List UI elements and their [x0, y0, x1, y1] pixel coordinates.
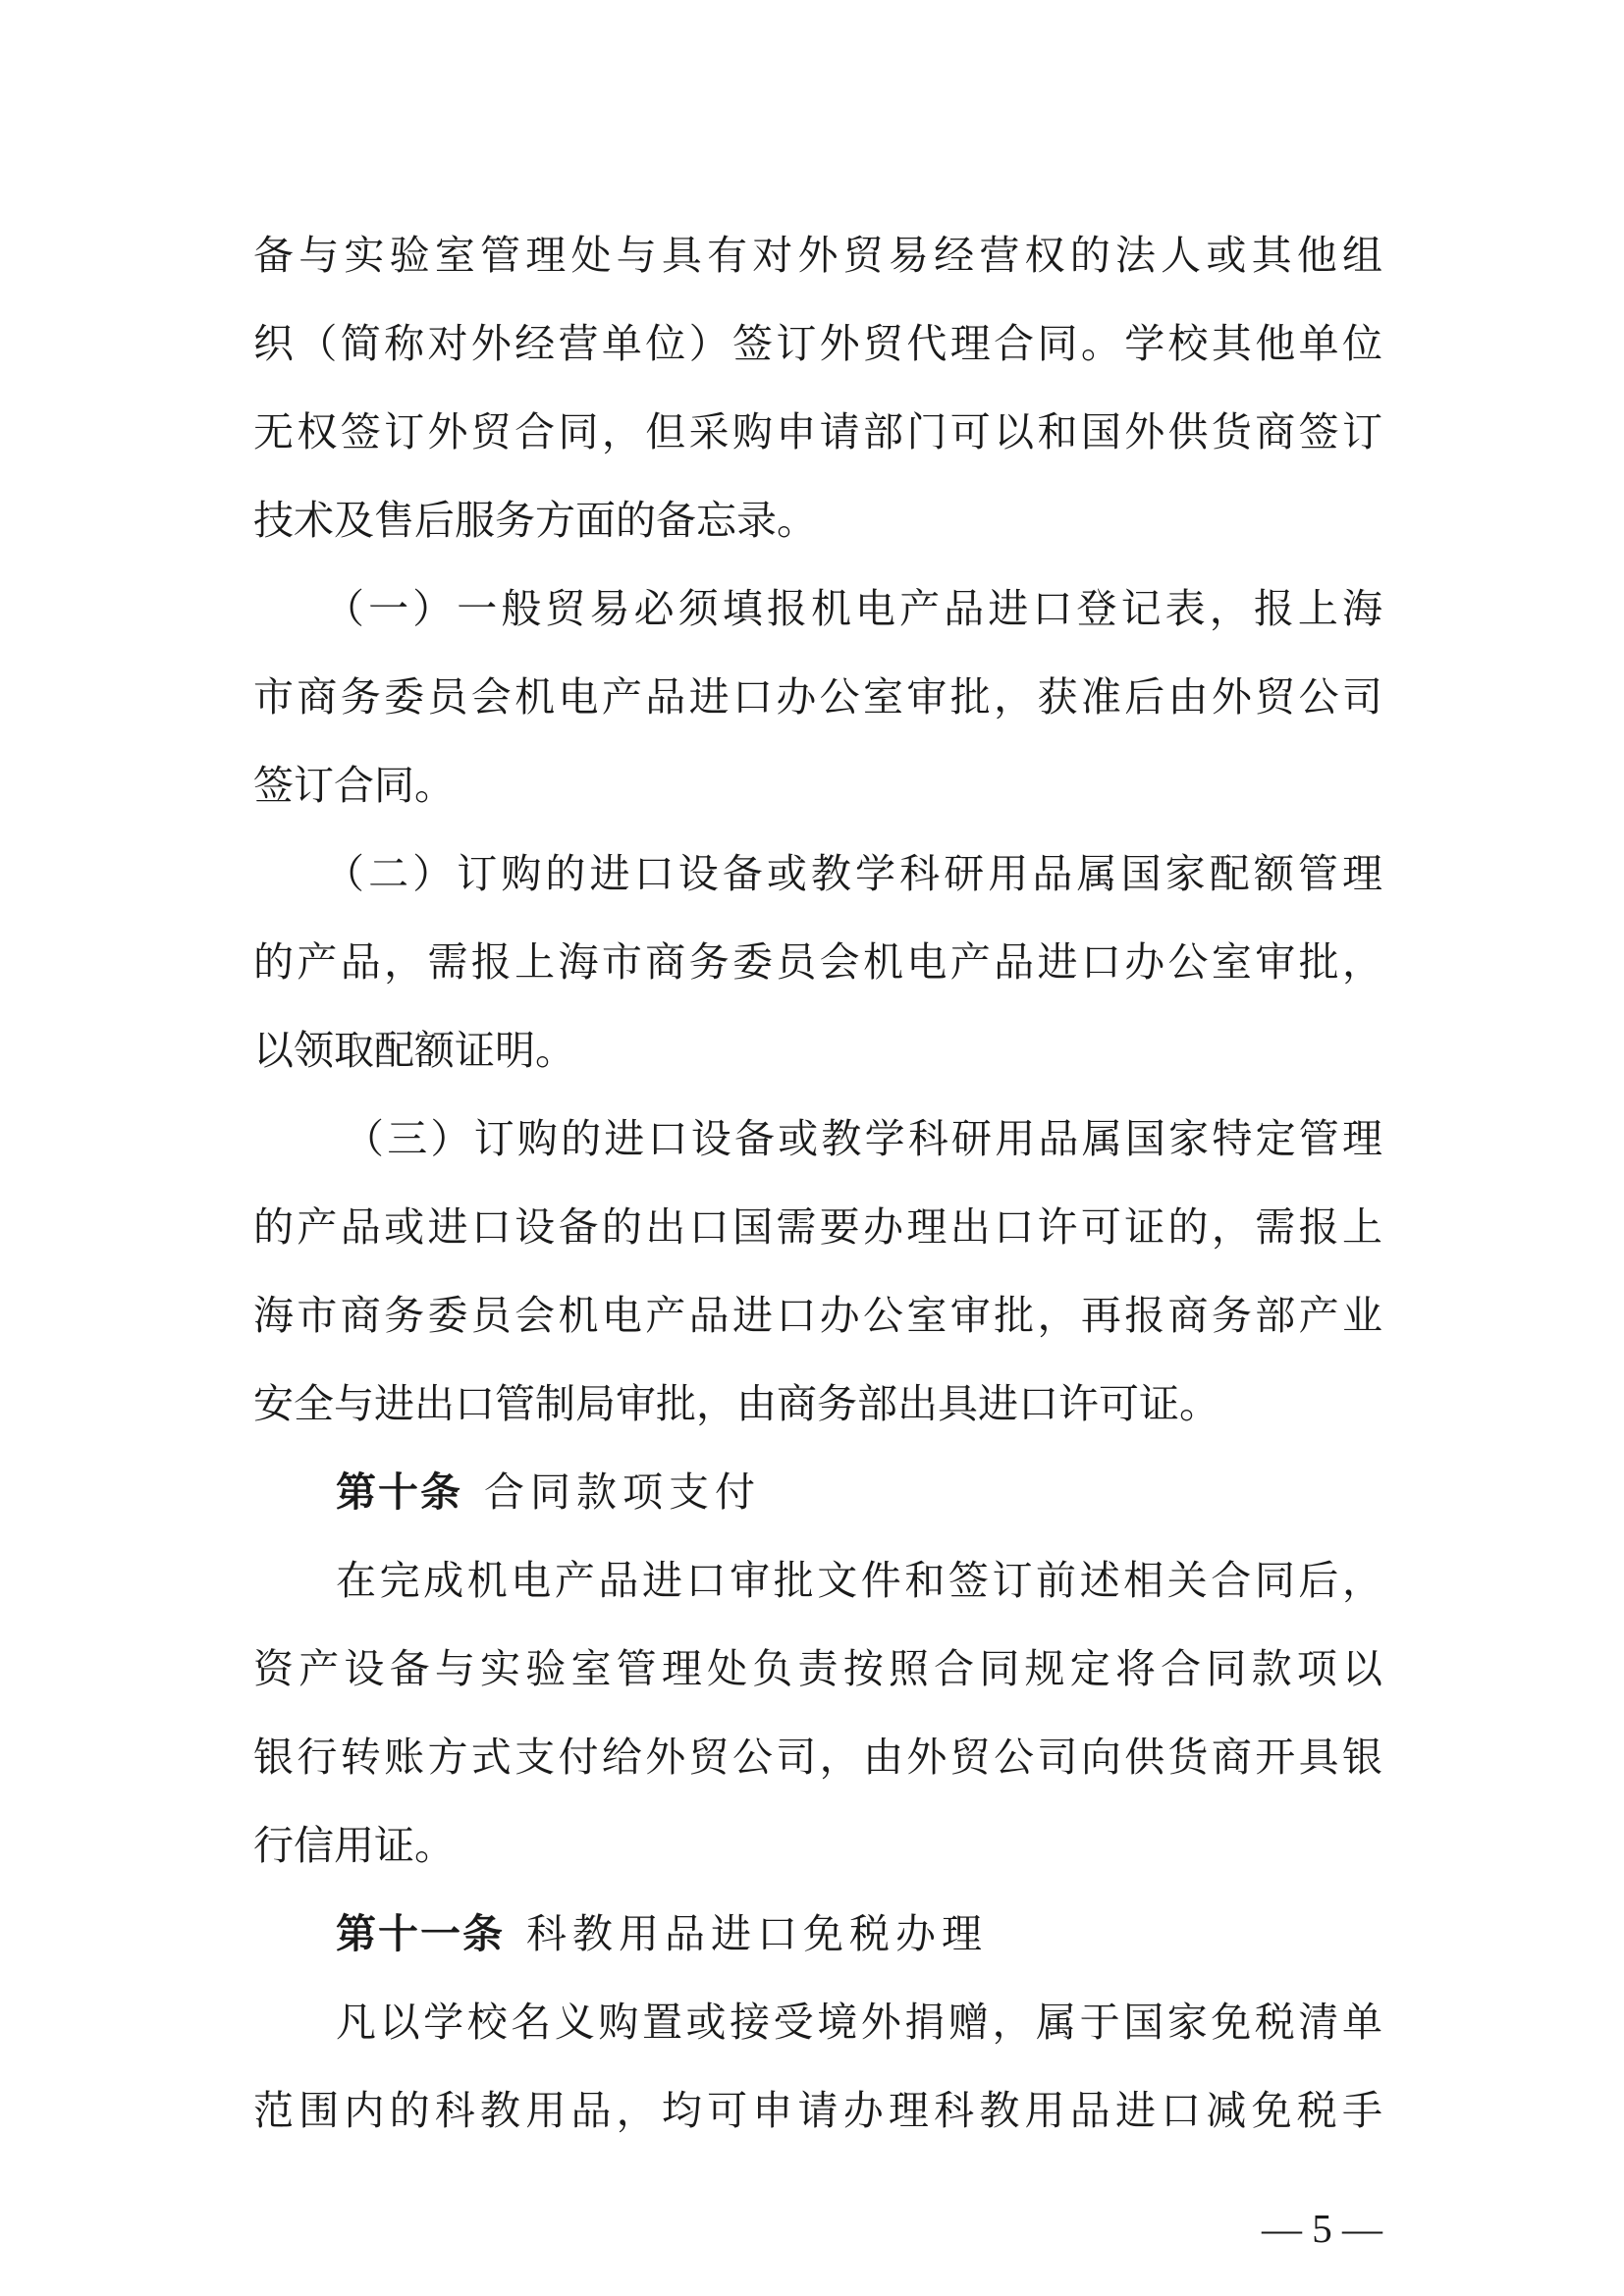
body-text-line: （三）订购的进口设备或教学科研用品属国家特定管理 [344, 1115, 1382, 1162]
body-text-line: 海市商务委员会机电产品进口办公室审批，再报商务部产业 [253, 1292, 1382, 1339]
body-text-line: 技术及售后服务方面的备忘录。 [253, 497, 817, 544]
body-text-line: 备与实验室管理处与具有对外贸易经营权的法人或其他组 [253, 232, 1382, 279]
body-text-line: 凡以学校名义购置或接受境外捐赠，属于国家免税清单 [336, 1999, 1382, 2046]
body-text-line: 银行转账方式支付给外贸公司，由外贸公司向供货商开具银 [253, 1734, 1382, 1781]
body-text-line: 的产品或进口设备的出口国需要办理出口许可证的，需报上 [253, 1203, 1382, 1251]
body-text-line: 无权签订外贸合同，但采购申请部门可以和国外供货商签订 [253, 408, 1382, 455]
body-text-line: 以领取配额证明。 [253, 1027, 575, 1074]
body-text-line: 的产品，需报上海市商务委员会机电产品进口办公室审批， [253, 938, 1382, 986]
article-number: 第十条 [336, 1468, 462, 1516]
article-heading [336, 1904, 988, 1963]
body-text-line: 范围内的科教用品，均可申请办理科教用品进口减免税手 [253, 2087, 1382, 2134]
body-text-line: 签订合同。 [253, 762, 455, 809]
body-text-line: 行信用证。 [253, 1822, 455, 1869]
article-number: 第十一条 [336, 1910, 505, 1957]
article-heading [336, 1463, 761, 1522]
body-text-line: （二）订购的进口设备或教学科研用品属国家配额管理 [324, 850, 1382, 897]
body-text-line: 市商务委员会机电产品进口办公室审批，获准后由外贸公司 [253, 673, 1382, 721]
article-title: 合同款项支付 [484, 1468, 761, 1516]
body-text-line: 织（简称对外经营单位）签订外贸代理合同。学校其他单位 [253, 320, 1382, 367]
article-title: 科教用品进口免税办理 [526, 1910, 988, 1957]
body-text-line: 在完成机电产品进口审批文件和签订前述相关合同后， [336, 1557, 1382, 1604]
page-number: — 5 — [1262, 2206, 1382, 2251]
body-text-line: （一）一般贸易必须填报机电产品进口登记表，报上海 [324, 585, 1382, 632]
body-text-line: 资产设备与实验室管理处负责按照合同规定将合同款项以 [253, 1645, 1382, 1692]
body-text-line: 安全与进出口管制局审批，由商务部出具进口许可证。 [253, 1380, 1219, 1427]
